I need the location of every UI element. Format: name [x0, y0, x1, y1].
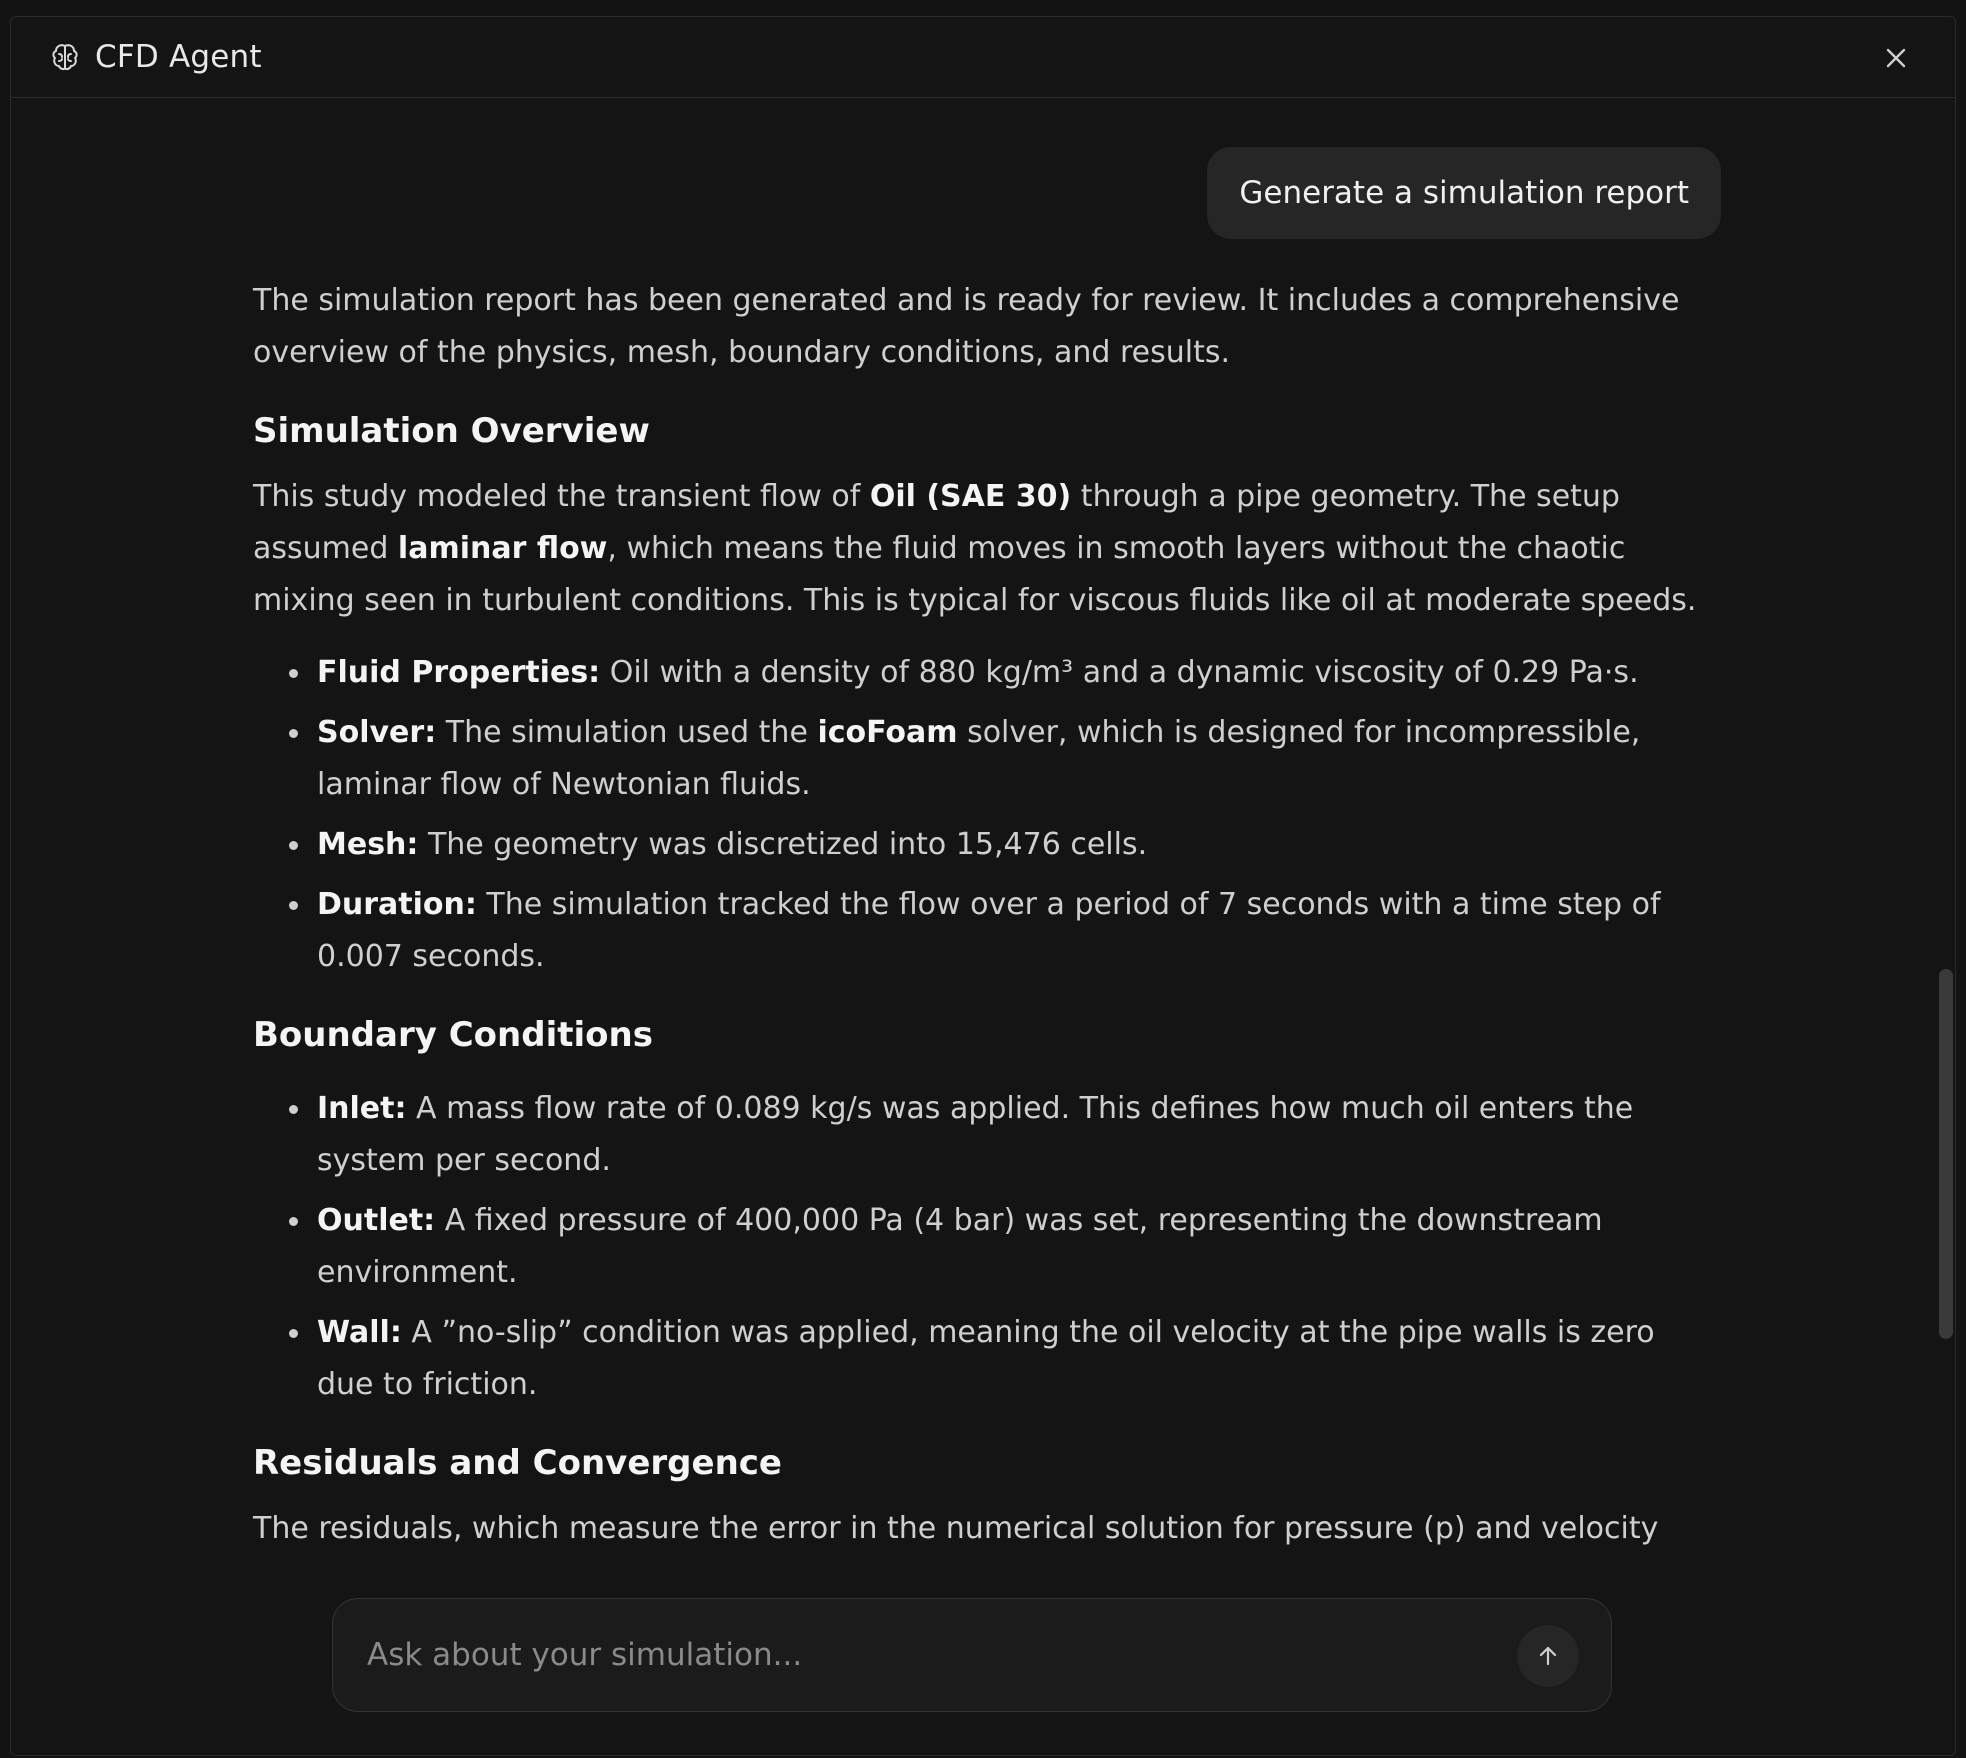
- brain-icon: [49, 41, 81, 73]
- duration-text: The simulation tracked the flow over a period of 7 seconds with a time step of 0.007 seconds.: [317, 887, 1661, 974]
- chat-window: [10, 16, 1956, 1756]
- residuals-heading: Residuals and Convergence: [253, 1443, 782, 1483]
- overview-list: [253, 647, 1713, 983]
- list-item-fluid-properties: [317, 647, 1713, 699]
- chat-composer: [332, 1598, 1612, 1712]
- user-message: Generate a simulation report: [1207, 147, 1721, 239]
- overview-text-2: through a pipe geometry. The setup assumed: [253, 479, 1620, 566]
- chat-input[interactable]: [365, 1599, 1519, 1711]
- list-item-outlet: [317, 1195, 1713, 1299]
- assistant-message: [253, 275, 1713, 1567]
- header-bar: [11, 17, 1955, 98]
- fluid-name: Oil (SAE 30): [869, 479, 1072, 514]
- fluid-text: Oil with a density of 880 kg/m³ and a dynamic viscosity of 0.29 Pa·s.: [600, 655, 1639, 690]
- solver-name: icoFoam: [817, 715, 958, 750]
- outlet-text: A fixed pressure of 400,000 Pa (4 bar) was set, representing the downstream environment.: [317, 1203, 1603, 1290]
- list-item-inlet: [317, 1083, 1713, 1187]
- overview-paragraph: [253, 471, 1713, 627]
- solver-label: Solver:: [317, 715, 437, 750]
- fluid-label: Fluid Properties:: [317, 655, 601, 690]
- mesh-text: The geometry was discretized into 15,476 cells.: [418, 827, 1148, 862]
- residuals-paragraph: The residuals, which measure the error in the numerical solution for pressure (p) and velocity: [253, 1511, 1659, 1546]
- wall-label: Wall:: [317, 1315, 402, 1350]
- inlet-text: A mass flow rate of 0.089 kg/s was applied. This defines how much oil enters the system per second.: [317, 1091, 1634, 1178]
- scrollbar-thumb[interactable]: [1939, 969, 1953, 1339]
- wall-text: A ”no-slip” condition was applied, meaning the oil velocity at the pipe walls is zero due to friction.: [317, 1315, 1655, 1402]
- overview-text-3: , which means the fluid moves in smooth layers without the chaotic mixing seen in turbulent conditions. This is typical for viscous fluids like oil at moderate speeds.: [253, 531, 1697, 618]
- list-item-mesh: [317, 819, 1713, 871]
- list-item-solver: [317, 707, 1713, 811]
- outlet-label: Outlet:: [317, 1203, 436, 1238]
- list-item-wall: [317, 1307, 1713, 1411]
- boundary-list: [253, 1083, 1713, 1411]
- flow-type: laminar flow: [397, 531, 608, 566]
- boundary-heading: Boundary Conditions: [253, 1015, 653, 1055]
- overview-text-1: This study modeled the transient flow of: [253, 479, 870, 514]
- send-button[interactable]: [1517, 1625, 1579, 1687]
- intro-paragraph: The simulation report has been generated and is ready for review. It includes a comprehensive overview of the physics, mesh, boundary conditions, and results.: [253, 283, 1680, 370]
- inlet-label: Inlet:: [317, 1091, 407, 1126]
- solver-text-2: solver, which is designed for incompressible, laminar flow of Newtonian fluids.: [317, 715, 1641, 802]
- app-title: CFD Agent: [95, 39, 262, 75]
- mesh-label: Mesh:: [317, 827, 419, 862]
- duration-label: Duration:: [317, 887, 477, 922]
- close-icon[interactable]: [1881, 43, 1911, 73]
- arrow-up-icon: [1535, 1643, 1561, 1669]
- list-item-duration: [317, 879, 1713, 983]
- solver-text-1: The simulation used the: [436, 715, 818, 750]
- overview-heading: Simulation Overview: [253, 411, 650, 451]
- chat-messages: [241, 97, 1721, 1627]
